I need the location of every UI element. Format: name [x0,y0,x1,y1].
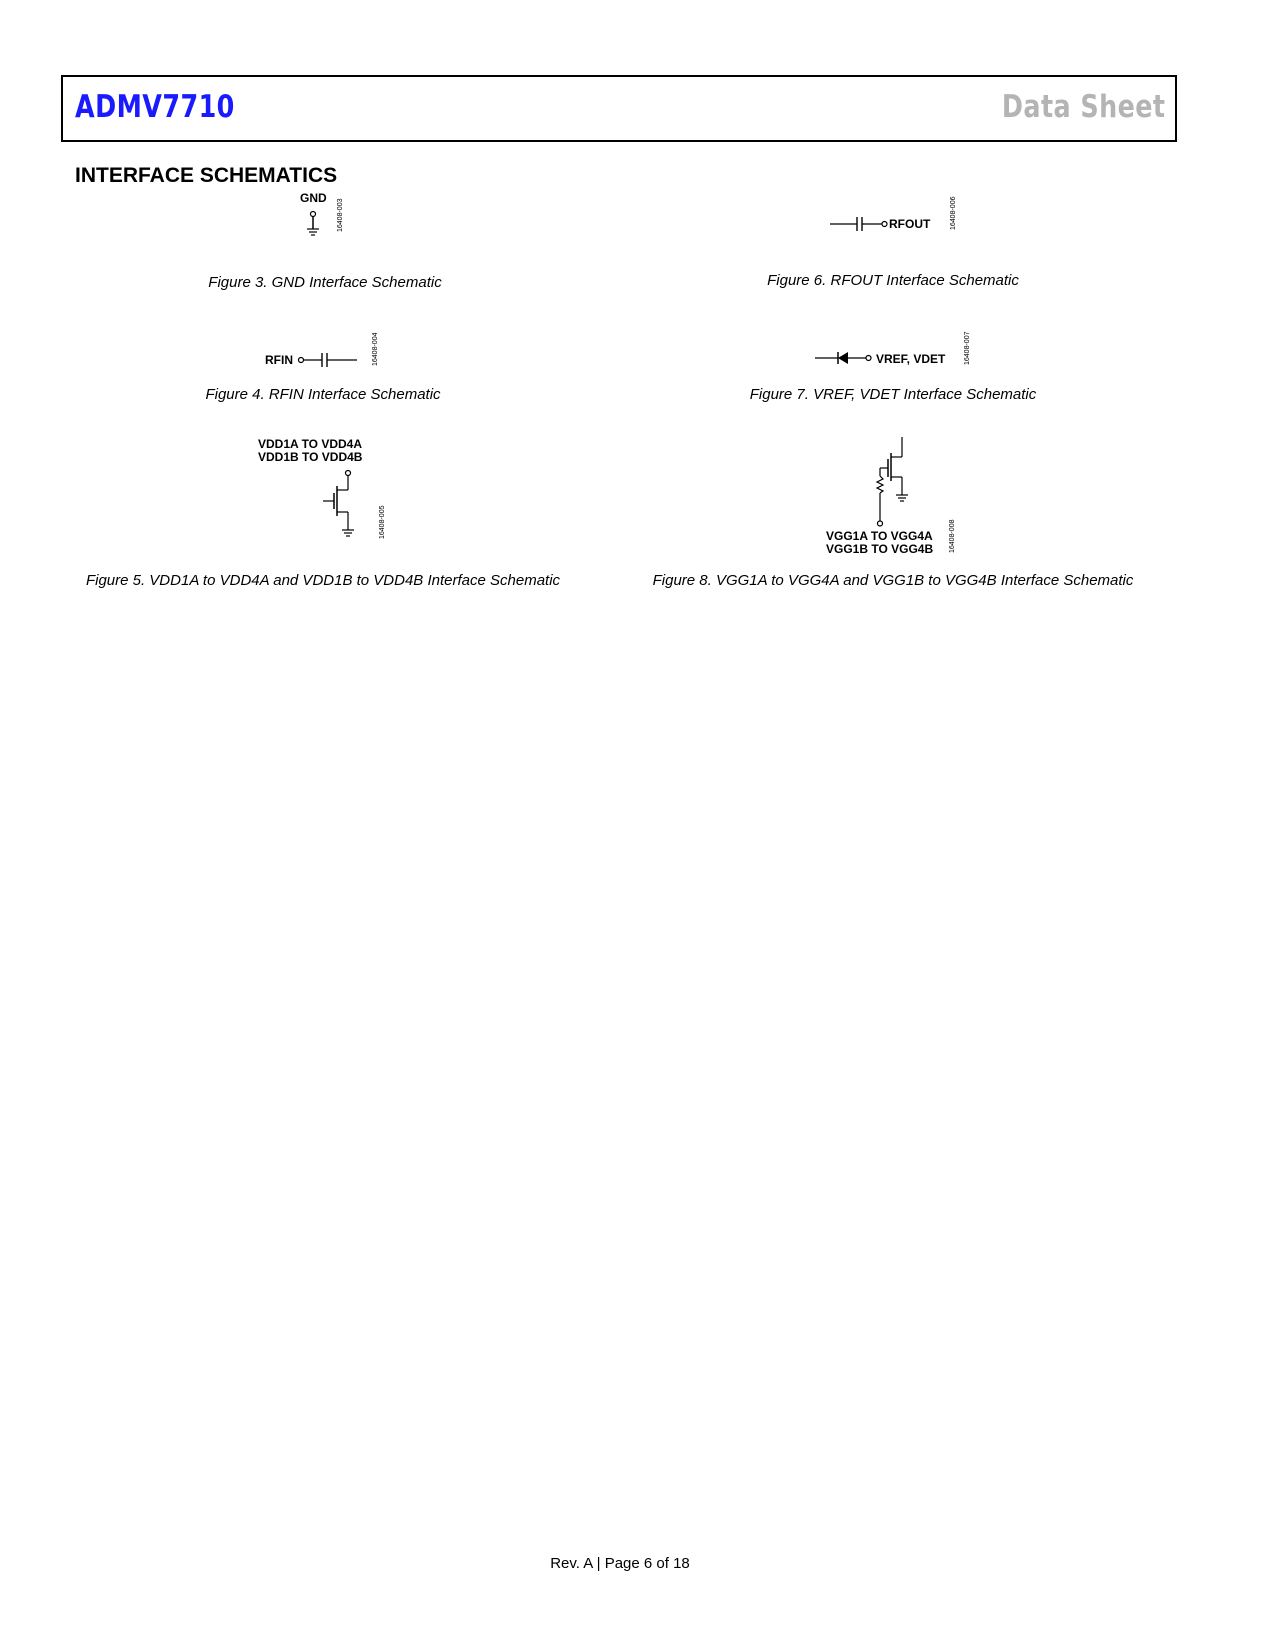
vdd-label-line-2: VDD1B TO VDD4B [258,450,363,464]
figure-code: 16408-005 [379,505,386,539]
figure-code: 16408-003 [337,198,344,232]
figure-4-caption: Figure 4. RFIN Interface Schematic [205,386,441,403]
figure-3-caption: Figure 3. GND Interface Schematic [208,274,442,291]
page-header [61,75,1177,142]
document-type: Data Sheet [1001,89,1165,125]
rfout-label: RFOUT [889,217,931,231]
figure-code: 16408-004 [372,332,379,366]
section-title: INTERFACE SCHEMATICS [75,164,338,187]
figure-5-caption: Figure 5. VDD1A to VDD4A and VDD1B to VDD4B Interface Schematic [85,572,561,589]
page-footer: Rev. A | Page 6 of 18 [550,1555,690,1572]
figure-code: 16408-008 [949,519,956,553]
figure-7-caption: Figure 7. VREF, VDET Interface Schematic [749,386,1037,403]
figure-6-caption: Figure 6. RFOUT Interface Schematic [767,272,1019,289]
vgg-label-line-1: VGG1A TO VGG4A [826,529,933,543]
product-name: ADMV7710 [75,89,235,125]
vgg-label-line-2: VGG1B TO VGG4B [826,542,934,556]
gnd-label: GND [300,191,327,205]
vdd-label-line-1: VDD1A TO VDD4A [258,437,363,451]
figure-code: 16408-007 [964,331,971,365]
vref-vdet-label: VREF, VDET [876,352,946,366]
rfin-label: RFIN [265,353,293,367]
figure-8-caption: Figure 8. VGG1A to VGG4A and VGG1B to VGG4B Interface Schematic [652,572,1134,589]
figure-code: 16408-006 [950,196,957,230]
